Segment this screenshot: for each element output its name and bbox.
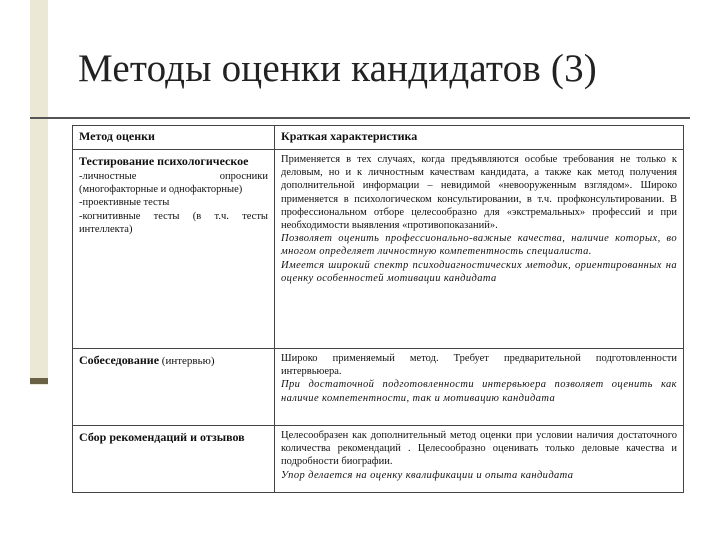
description-cell bbox=[275, 349, 684, 426]
method-cell bbox=[73, 150, 275, 349]
description-text: Применяется в тех случаях, когда предъявляются особые требования не только к деловым, но и к личностным качествам кандидата, а также как метод получения дополнительной информации – невидимой «невооруженным взглядом». Широко применяется в психологическом консультировании, в т.ч. профконсультировании. В профессиональном отборе целесообразно для «экстремальных» профессий и при необходимости выявления «противопоказаний». bbox=[281, 154, 677, 232]
description-note: При достаточной подготовленности интервьюера позволяет оценить как наличие компетентности, так и мотивацию кандидата bbox=[281, 379, 677, 404]
table-row-interview bbox=[73, 349, 684, 426]
method-detail: -проективные тесты bbox=[79, 197, 170, 209]
header-description: Краткая характеристика bbox=[275, 126, 684, 150]
table-row-references bbox=[73, 426, 684, 493]
slide-title: Методы оценки кандидатов (3) bbox=[78, 47, 597, 90]
description-note: Имеется широкий спектр психодиагностических методик, ориентированных на оценку особенностей мотивации кандидата bbox=[281, 259, 677, 284]
method-detail: -когнитивные тесты (в т.ч. тесты интеллекта) bbox=[79, 210, 268, 235]
description-cell bbox=[275, 150, 684, 349]
title-underline bbox=[30, 117, 690, 119]
method-suffix: (интервью) bbox=[159, 355, 215, 367]
decorative-side-bar-accent bbox=[30, 378, 48, 384]
method-cell bbox=[73, 426, 275, 493]
description-text: Целесообразен как дополнительный метод оценки при условии наличия достаточного количества рекомендаций . Целесообразно оценивать только деловые качества и подробности биографии. bbox=[281, 430, 677, 468]
method-name: Тестирование психологическое bbox=[79, 154, 249, 168]
header-method: Метод оценки bbox=[73, 126, 275, 150]
method-detail: -личностные опросники (многофакторные и однофакторные) bbox=[79, 171, 268, 196]
methods-table bbox=[72, 125, 684, 493]
decorative-side-bar bbox=[30, 0, 48, 385]
description-note: Позволяет оценить профессионально-важные качества, наличие которых, во многом определяет личностную компетентность специалиста. bbox=[281, 233, 677, 258]
table-row-testing bbox=[73, 150, 684, 349]
description-note: Упор делается на оценку квалификации и опыта кандидата bbox=[281, 469, 574, 481]
method-name: Собеседование bbox=[79, 353, 160, 367]
method-cell bbox=[73, 349, 275, 426]
table-header-row bbox=[73, 126, 684, 150]
description-text: Широко применяемый метод. Требует предварительной подготовленности интервьюера. bbox=[281, 353, 677, 378]
method-name: Сбор рекомендаций и отзывов bbox=[79, 430, 245, 444]
description-cell bbox=[275, 426, 684, 493]
